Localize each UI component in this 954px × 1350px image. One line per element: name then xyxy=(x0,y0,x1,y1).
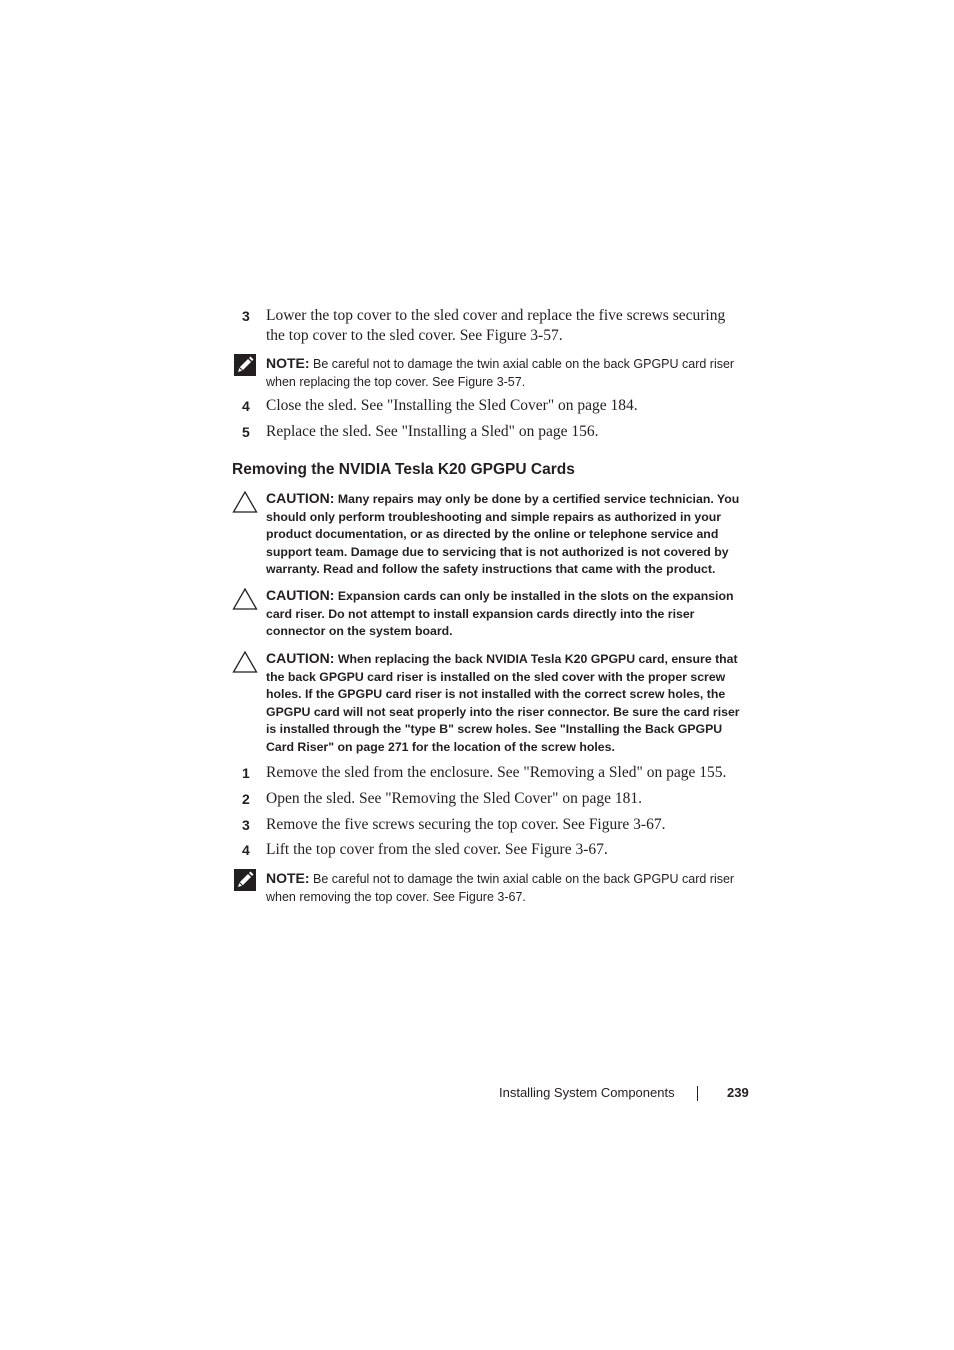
caution-label: CAUTION: xyxy=(266,490,335,506)
note-label: NOTE: xyxy=(266,870,310,886)
caution-text: Many repairs may only be done by a certified service technician. You should only perform troubleshooting and simple repairs as authorized in your product documentation, or as directed by the online or telephone service and support team. Damage due to servicing that is not authorized is not covered by warranty. Read and follow the safety instructions that came with the product. xyxy=(266,492,740,577)
caution-body xyxy=(266,490,748,579)
step-text: Lower the top cover to the sled cover and replace the five screws securing the top cover to the sled cover. See Figure 3-57. xyxy=(266,307,726,344)
note-body xyxy=(266,354,748,391)
footer-divider xyxy=(697,1086,698,1101)
note-label: NOTE: xyxy=(266,355,310,371)
step-number: 2 xyxy=(242,791,250,807)
caution-body xyxy=(266,587,748,641)
step-text: Lift the top cover from the sled cover. See Figure 3-67. xyxy=(266,841,608,858)
note-text: Be careful not to damage the twin axial cable on the back GPGPU card riser when removing the top cover. See Figure 3-67. xyxy=(266,872,735,904)
section-heading: Removing the NVIDIA Tesla K20 GPGPU Cards xyxy=(232,461,575,478)
caution-triangle-icon xyxy=(232,650,258,674)
note-pencil-icon xyxy=(234,869,256,891)
caution-text: When replacing the back NVIDIA Tesla K20 GPGPU card, ensure that the back GPGPU card riser is installed on the sled cover with the proper screw holes. If the GPGPU card riser is not installed with the correct screw holes, the GPGPU card will not seat properly into the riser connector. Be sure the card riser is installed through the "type B" screw holes. See "Installing the Back GPGPU Card Riser" on page 271 for the location of the screw holes. xyxy=(266,652,740,754)
step-number: 4 xyxy=(242,398,250,414)
caution-label: CAUTION: xyxy=(266,587,335,603)
caution-triangle-icon xyxy=(232,587,258,611)
step-text: Remove the sled from the enclosure. See "Removing a Sled" on page 155. xyxy=(266,764,727,781)
step-text: Remove the five screws securing the top cover. See Figure 3-67. xyxy=(266,816,666,833)
step-number: 3 xyxy=(242,817,250,833)
step-number: 5 xyxy=(242,424,250,440)
note-pencil-icon xyxy=(234,354,256,376)
note-text: Be careful not to damage the twin axial cable on the back GPGPU card riser when replacing the top cover. See Figure 3-57. xyxy=(266,357,735,389)
footer-section-title: Installing System Components xyxy=(499,1085,675,1100)
caution-triangle-icon xyxy=(232,490,258,514)
step-number: 1 xyxy=(242,765,250,781)
step-text: Open the sled. See "Removing the Sled Cover" on page 181. xyxy=(266,790,642,807)
footer-page-number: 239 xyxy=(727,1085,749,1100)
caution-label: CAUTION: xyxy=(266,650,335,666)
step-number: 4 xyxy=(242,842,250,858)
step-number: 3 xyxy=(242,308,250,324)
caution-text: Expansion cards can only be installed in the slots on the expansion card riser. Do not attempt to install expansion cards directly into the riser connector on the system board. xyxy=(266,589,734,639)
caution-body xyxy=(266,650,748,757)
note-body xyxy=(266,869,748,906)
step-text: Replace the sled. See "Installing a Sled" on page 156. xyxy=(266,423,599,440)
step-text: Close the sled. See "Installing the Sled Cover" on page 184. xyxy=(266,397,638,414)
